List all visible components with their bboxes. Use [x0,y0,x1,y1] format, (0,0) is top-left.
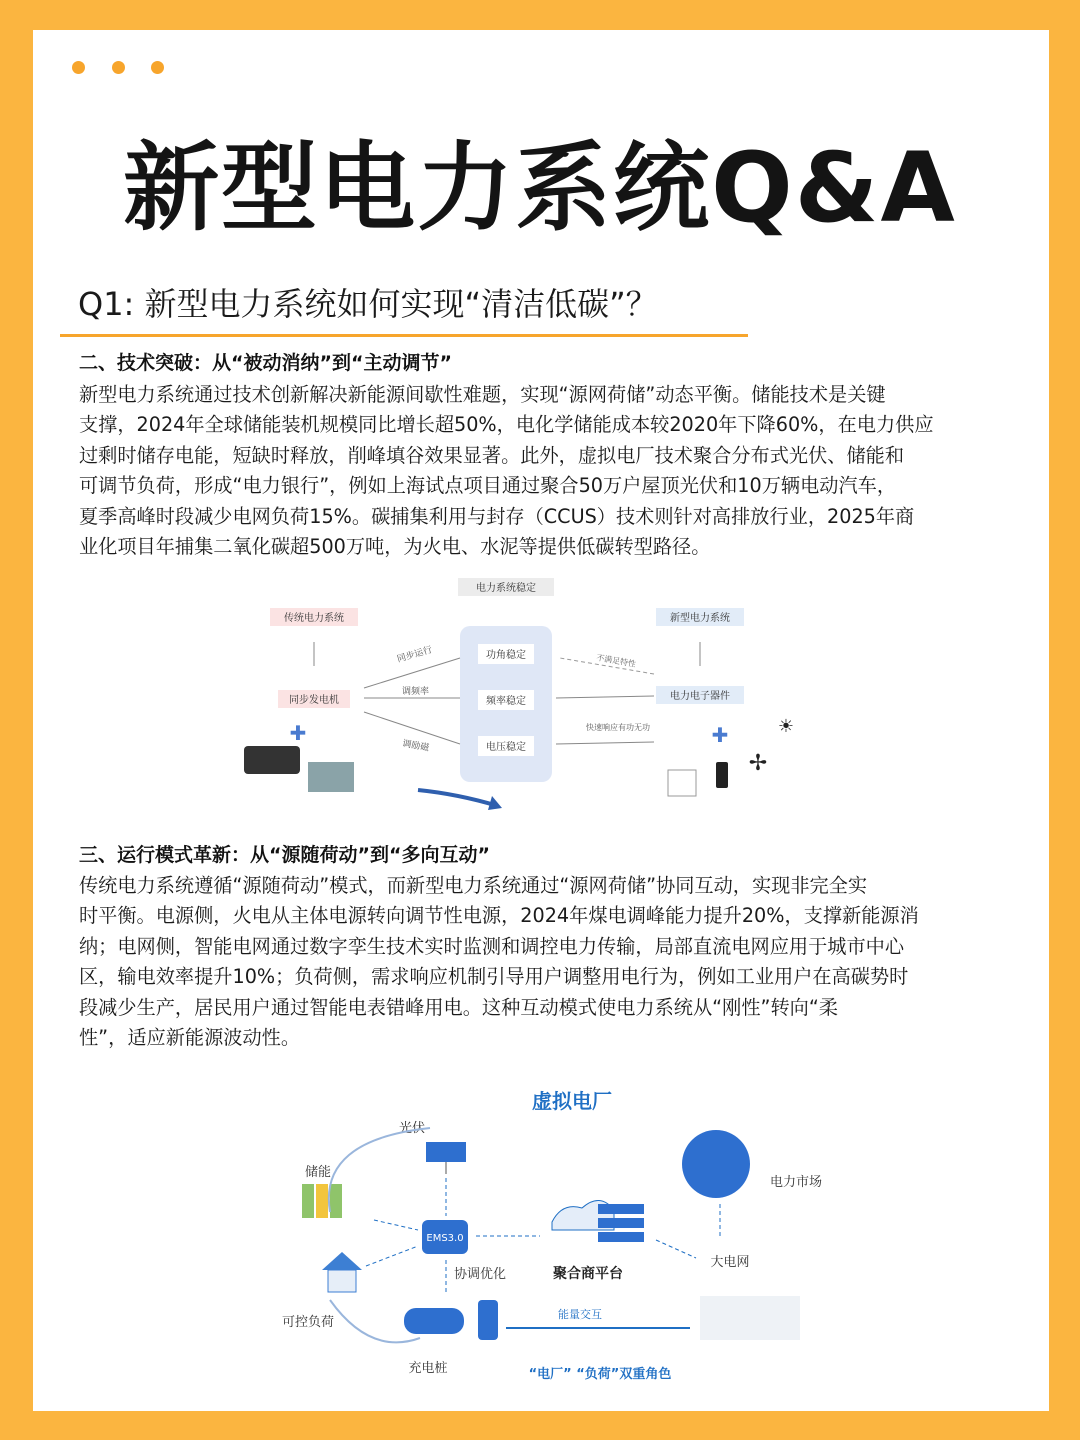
coal-pile-icon [244,746,300,774]
ev-charger-icon [668,770,696,796]
arrow-line [556,742,654,744]
page-title: 新型电力系统Q&A [123,132,957,244]
power-electronics-label: 电力电子器件 [670,691,730,702]
stability-diagram [238,574,808,814]
storage-cell-icon [302,1184,314,1218]
vpp-title: 虚拟电厂 [532,1089,612,1113]
house-icon [328,1270,356,1292]
storage-cell-icon [330,1184,342,1218]
solar-panel-icon [426,1142,466,1162]
heading-underline [60,334,748,337]
server-icon [598,1204,644,1214]
hydro-icon [308,762,354,792]
arrow-label: 同步运行 [396,645,434,665]
grid-infrastructure-icon [700,1296,800,1340]
pv-label: 光伏 [398,1121,426,1136]
paragraph-line: 纳；电网侧，智能电网通过数字孪生技术实时监测和调控电力传输，局部直流电网应用于城市中心 [79,934,905,958]
aggregator-label: 聚合商平台 [553,1266,623,1282]
center-item-voltage: 电压稳定 [486,742,526,753]
virtual-power-plant-diagram [270,1080,840,1390]
flow-arc [329,1128,430,1212]
flow-arrow-head [488,796,502,810]
electric-car-icon [404,1308,464,1334]
flow-arrow-icon [418,790,498,806]
paragraph-line: 业化项目年捕集二氧化碳超500万吨，为火电、水泥等提供低碳转型路径。 [79,535,711,559]
diagram-top-label: 电力系统稳定 [476,583,536,594]
sync-generator-label: 同步发电机 [289,695,339,706]
charging-pile-icon [478,1300,498,1340]
arrow-label: 调频率 [402,687,430,697]
paragraph-line: 性”，适应新能源波动性。 [79,1026,301,1050]
plus-icon: ✚ [289,721,307,745]
arrow-line [364,712,460,744]
section-3-paragraph [79,871,1025,1053]
coordination-label: 协调优化 [453,1267,507,1282]
paragraph-line: 支撑，2024年全球储能装机规模同比增长超50%，电化学储能成本较2020年下降60%，在电力供应 [79,413,934,437]
charger-label: 充电桩 [408,1361,448,1376]
dashed-arrow [656,1240,696,1258]
server-icon [598,1232,644,1242]
paragraph-line: 新型电力系统通过技术创新解决新能源间歇性难题，实现“源网荷储”动态平衡。储能技术是关键 [79,383,886,406]
question-heading: Q1: 新型电力系统如何实现“清洁低碳”？ [78,285,658,323]
dot-icon [112,61,125,74]
ems-label: EMS3.0 [426,1233,464,1244]
plus-icon: ✚ [711,723,729,747]
paragraph-line: 传统电力系统遵循“源随荷动”模式，而新型电力系统通过“源网荷储”协同互动，实现非完全实 [79,874,868,897]
traditional-system-label: 传统电力系统 [284,613,344,624]
paragraph-line: 可调节负荷，形成“电力银行”，例如上海试点项目通过聚合50万户屋顶光伏和10万辆电动汽车， [79,474,897,498]
house-roof-icon [322,1252,362,1270]
market-icon [682,1130,750,1198]
server-icon [598,1218,644,1228]
paragraph-line: 夏季高峰时段减少电网负荷15%。碳捕集利用与封存（CCUS）技术则针对高排放行业，2025年商 [79,504,915,528]
arrow-line [364,658,460,688]
battery-icon [716,762,728,788]
dashed-arrow [374,1220,418,1230]
arrow-label: 调励磁 [401,739,430,754]
paragraph-line: 段减少生产，居民用户通过智能电表错峰用电。这种互动模式使电力系统从“刚性”转向“柔 [79,995,838,1019]
dashed-arrow [366,1246,418,1266]
grid-label: 大电网 [710,1255,750,1270]
paragraph-line: 过剩时储存电能，短缺时释放，削峰填谷效果显著。此外，虚拟电厂技术聚合分布式光伏、储能和 [79,443,905,467]
storage-label: 储能 [304,1165,332,1180]
center-item-frequency: 频率稳定 [486,696,526,707]
new-system-label: 新型电力系统 [670,613,730,624]
dot-icon [72,61,85,74]
section-2-heading: 二、技术突破：从“被动消纳”到“主动调节” [79,352,452,374]
solar-sun-icon: ☀ [777,716,795,737]
section-3-heading: 三、运行模式革新：从“源随荷动”到“多向互动” [79,844,490,866]
controllable-load-label: 可控负荷 [281,1315,335,1330]
paragraph-line: 时平衡。电源侧，火电从主体电源转向调节性电源，2024年煤电调峰能力提升20%，支撑新能源消 [79,904,919,928]
energy-exchange-label: 能量交互 [558,1308,602,1321]
dual-role-label: “电厂” “负荷”双重角色 [528,1367,672,1382]
section-2-paragraph [79,380,1025,562]
arrow-line [556,696,654,698]
dot-icon [151,61,164,74]
storage-cell-icon [316,1184,328,1218]
arrow-label: 不满足特性 [595,653,637,669]
market-label: 电力市场 [769,1175,823,1190]
arrow-label: 快速响应有功无功 [586,723,650,732]
wind-turbine-icon: ✢ [748,751,768,776]
center-item-angle: 功角稳定 [486,650,526,661]
paragraph-line: 区，输电效率提升10%；负荷侧，需求响应机制引导用户调整用电行为，例如工业用户在高碳势时 [79,965,909,989]
